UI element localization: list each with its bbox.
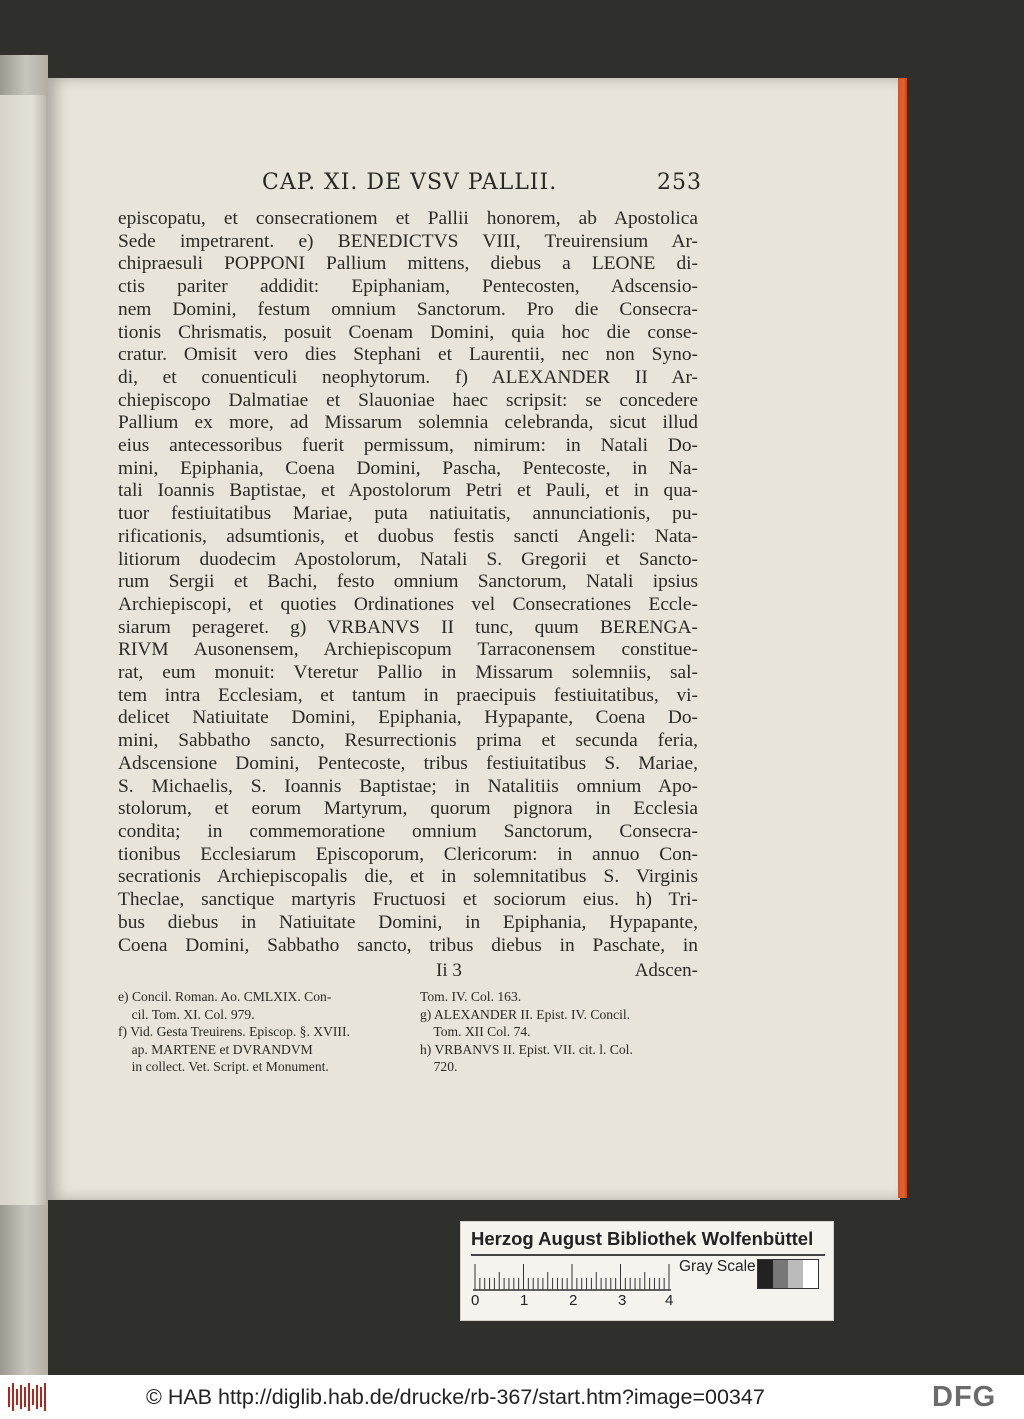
text-line: condita; in commemoratione omnium Sanctorum, Consecra- (118, 820, 698, 842)
text-line: Coena Domini, Sabbatho sancto, tribus diebus in Paschate, in (118, 934, 698, 956)
ruler-number: 1 (520, 1292, 529, 1309)
running-title: CAP. XI. DE VSV PALLII. (262, 170, 558, 195)
footnotes-left-column (118, 988, 403, 1076)
text-line: Sede impetrarent. e) BENEDICTVS VIII, Treuirensium Ar- (118, 230, 698, 252)
text-line: RIVM Ausonensem, Archiepiscopum Tarraconensem constitue- (118, 639, 698, 661)
footnote-line: 720. (420, 1059, 458, 1074)
text-line: Theclae, sanctique martyris Fructuosi et sociorum eius. h) Tri- (118, 889, 698, 911)
text-line: bus diebus in Natiuitate Domini, in Epiphania, Hypapante, (118, 911, 698, 933)
signature-line (118, 960, 698, 984)
text-line: di, et conuenticuli neophytorum. f) ALEXANDER II Ar- (118, 366, 698, 388)
ruler-number: 2 (569, 1292, 578, 1309)
footnote-line: Tom. XII Col. 74. (420, 1024, 531, 1039)
page-red-edge (898, 78, 907, 1198)
text-line: nem Domini, festum omnium Sanctorum. Pro die Consecra- (118, 298, 698, 320)
gray-scale-label: Gray Scale (679, 1258, 756, 1275)
text-line: delicet Natiuitate Domini, Epiphania, Hypapante, Coena Do- (118, 707, 698, 729)
text-line: rificationis, adsumtionis, et duobus festis sancti Angeli: Nata- (118, 525, 698, 547)
hab-barcode-logo (8, 1383, 46, 1411)
catchword: Adscen- (634, 960, 698, 981)
card-title: Herzog August Bibliothek Wolfenbüttel (471, 1228, 825, 1256)
text-line: stolorum, et eorum Martyrum, quorum pignora in Ecclesia (118, 798, 698, 820)
color-card (460, 1221, 834, 1321)
text-line: tionibus Ecclesiarum Episcoporum, Clericorum: in annuo Con- (118, 843, 698, 865)
ruler-number: 0 (471, 1292, 480, 1309)
running-header (262, 170, 702, 200)
body-text (118, 208, 698, 957)
text-line: siarum perageret. g) VRBANVS II tunc, quum BERENGA- (118, 616, 698, 638)
footnote-line: cil. Tom. XI. Col. 979. (118, 1006, 255, 1022)
ruler-numbers (471, 1292, 691, 1312)
text-line: cratur. Omisit vero dies Stephani et Laurentii, nec non Syno- (118, 344, 698, 366)
ruler-number: 3 (618, 1292, 627, 1309)
text-line: chiepiscopo Dalmatiae et Slauoniae haec scripsit: se concedere (118, 389, 698, 411)
gray-swatch-light (788, 1260, 803, 1288)
gray-swatch-mid (773, 1260, 788, 1288)
text-line: mini, Sabbatho sancto, Resurrectionis prima et secunda feria, (118, 730, 698, 752)
footnotes-right-column (420, 988, 700, 1076)
footer-bar (0, 1375, 1024, 1419)
text-line: mini, Epiphania, Coena Domini, Pascha, Pentecoste, in Na- (118, 457, 698, 479)
text-line: chipraesuli POPPONI Pallium mittens, diebus a LEONE di- (118, 253, 698, 275)
text-line: S. Michaelis, S. Ioannis Baptistae; in Natalitiis omnium Apo- (118, 775, 698, 797)
ruler-scale (473, 1260, 671, 1292)
text-line: rum Sergii et Bachi, festo omnium Sanctorum, Natali ipsius (118, 571, 698, 593)
text-line: tem intra Ecclesiam, et tantum in praecipuis festiuitatibus, vi- (118, 684, 698, 706)
text-line: tali Ioannis Baptistae, et Apostolorum Petri et Pauli, et in qua- (118, 480, 698, 502)
ruler-number: 4 (665, 1292, 674, 1309)
footnote-line: ap. MARTENE et DVRANDVM (118, 1041, 313, 1057)
footnote-line: in collect. Vet. Script. et Monument. (118, 1059, 329, 1074)
text-line: rat, eum monuit: Vteretur Pallio in Missarum solemniis, sal- (118, 662, 698, 684)
footnote-line: f) Vid. Gesta Treuirens. Episcop. §. XVIII. (118, 1024, 350, 1039)
text-line: litiorum duodecim Apostolorum, Natali S. Gregorii et Sancto- (118, 548, 698, 570)
copyright-url: © HAB http://diglib.hab.de/drucke/rb-367/start.htm?image=00347 (146, 1385, 765, 1409)
footnote-line: Tom. IV. Col. 163. (420, 989, 522, 1004)
text-line: Pallium ex more, ad Missarum solemnia celebranda, sicut illud (118, 412, 698, 434)
text-line: eius antecessoribus fuerit permissum, nimirum: in Natali Do- (118, 435, 698, 457)
text-line: tionis Chrismatis, posuit Coenam Domini, quia hoc die conse- (118, 321, 698, 343)
left-page-paper (0, 95, 46, 1205)
text-line: Adscensione Domini, Pentecoste, tribus festiuitatibus S. Mariae, (118, 752, 698, 774)
text-line: ctis pariter addidit: Epiphaniam, Pentecosten, Adscensio- (118, 276, 698, 298)
footnote-line: g) ALEXANDER II. Epist. IV. Concil. (420, 1006, 631, 1022)
text-line: tuor festiuitatibus Mariae, puta natiuitatis, annunciationis, pu- (118, 503, 698, 525)
footnote-line: h) VRBANVS II. Epist. VII. cit. l. Col. (420, 1041, 633, 1057)
page-number: 253 (657, 170, 702, 195)
text-line: episcopatu, et consecrationem et Pallii honorem, ab Apostolica (118, 208, 698, 229)
text-line: Archiepiscopi, et quoties Ordinationes vel Consecrationes Eccle- (118, 593, 698, 615)
gray-swatch-black (758, 1260, 773, 1288)
gray-swatch-white (803, 1260, 818, 1288)
text-line: secrationis Archiepiscopalis die, et in solemnitatibus S. Virginis (118, 866, 698, 888)
dfg-logo: DFG (932, 1381, 997, 1413)
gray-scale-swatches (757, 1259, 819, 1289)
signature-mark: Ii 3 (436, 960, 462, 981)
footnote-line: e) Concil. Roman. Ao. CMLXIX. Con- (118, 989, 332, 1004)
